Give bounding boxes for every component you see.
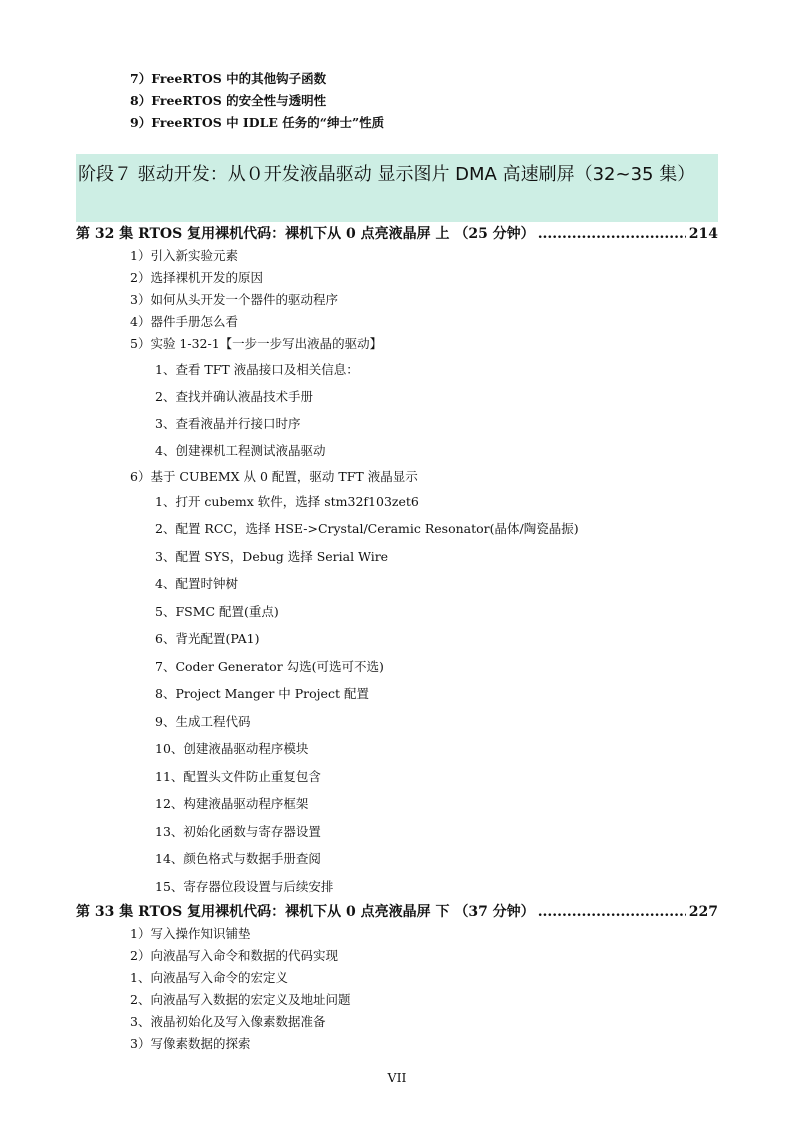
toc-subitem: 12、构建液晶驱动程序框架 xyxy=(155,796,309,811)
episode-page-number: 227 xyxy=(688,904,718,920)
toc-episode-33[interactable] xyxy=(76,903,718,921)
toc-item: 1、向液晶写入命令的宏定义 xyxy=(130,970,288,985)
toc-subitem: 5、FSMC 配置(重点) xyxy=(155,604,279,619)
episode-page-number: 214 xyxy=(688,226,718,242)
toc-subitem: 3、查看液晶并行接口时序 xyxy=(155,416,301,431)
toc-subitem: 6、背光配置(PA1) xyxy=(155,631,260,646)
toc-leader-dots xyxy=(538,225,686,243)
toc-item: 2、向液晶写入数据的宏定义及地址问题 xyxy=(130,992,351,1007)
toc-subitem: 10、创建液晶驱动程序模块 xyxy=(155,741,309,756)
toc-subitem: 3、配置 SYS，Debug 选择 Serial Wire xyxy=(155,549,389,564)
toc-item: 1）引入新实验元素 xyxy=(130,248,238,263)
toc-item: 3）如何从头开发一个器件的驱动程序 xyxy=(130,292,338,307)
toc-item: 4）器件手册怎么看 xyxy=(130,314,238,329)
toc-item: 8）FreeRTOS 的安全性与透明性 xyxy=(130,93,327,108)
toc-subitem: 2、查找并确认液晶技术手册 xyxy=(155,389,313,404)
episode-title: 第 32 集 RTOS 复用裸机代码：裸机下从 0 点亮液晶屏 上 （25 分钟） xyxy=(76,226,535,242)
toc-subitem: 2、配置 RCC，选择 HSE->Crystal/Ceramic Resonator(晶体/陶瓷晶振) xyxy=(155,521,579,536)
toc-subitem: 9、生成工程代码 xyxy=(155,714,251,729)
toc-item: 2）向液晶写入命令和数据的代码实现 xyxy=(130,948,338,963)
toc-leader-dots xyxy=(538,903,686,921)
toc-item: 2）选择裸机开发的原因 xyxy=(130,270,263,285)
toc-subitem: 11、配置头文件防止重复包含 xyxy=(155,769,321,784)
stage-banner-title: 阶段７ 驱动开发：从０开发液晶驱动 显示图片 DMA 高速刷屏（32~35 集） xyxy=(78,164,696,185)
toc-item: 9）FreeRTOS 中 IDLE 任务的“绅士”性质 xyxy=(130,115,385,130)
episode-title: 第 33 集 RTOS 复用裸机代码：裸机下从 0 点亮液晶屏 下 （37 分钟） xyxy=(76,904,535,920)
toc-subitem: 4、创建裸机工程测试液晶驱动 xyxy=(155,443,326,458)
toc-item: 3）写像素数据的探索 xyxy=(130,1036,251,1051)
toc-item: 7）FreeRTOS 中的其他钩子函数 xyxy=(130,71,327,86)
toc-subitem: 8、Project Manger 中 Project 配置 xyxy=(155,686,369,701)
toc-subitem: 4、配置时钟树 xyxy=(155,576,238,591)
stage-banner xyxy=(76,154,718,222)
toc-episode-32[interactable] xyxy=(76,225,718,243)
toc-subitem: 15、寄存器位段设置与后续安排 xyxy=(155,879,334,894)
toc-subitem: 13、初始化函数与寄存器设置 xyxy=(155,824,321,839)
page-number: VII xyxy=(387,1070,407,1085)
toc-item: 6）基于 CUBEMX 从 0 配置，驱动 TFT 液晶显示 xyxy=(130,469,418,484)
toc-subitem: 14、颜色格式与数据手册查阅 xyxy=(155,851,321,866)
toc-subitem: 7、Coder Generator 勾选(可选可不选) xyxy=(155,659,384,674)
toc-item: 1）写入操作知识铺垫 xyxy=(130,926,251,941)
toc-subitem: 1、查看 TFT 液晶接口及相关信息： xyxy=(155,362,359,377)
toc-item: 5）实验 1-32-1【一步一步写出液晶的驱动】 xyxy=(130,336,383,351)
toc-subitem: 1、打开 cubemx 软件，选择 stm32f103zet6 xyxy=(155,494,419,509)
toc-item: 3、液晶初始化及写入像素数据准备 xyxy=(130,1014,326,1029)
